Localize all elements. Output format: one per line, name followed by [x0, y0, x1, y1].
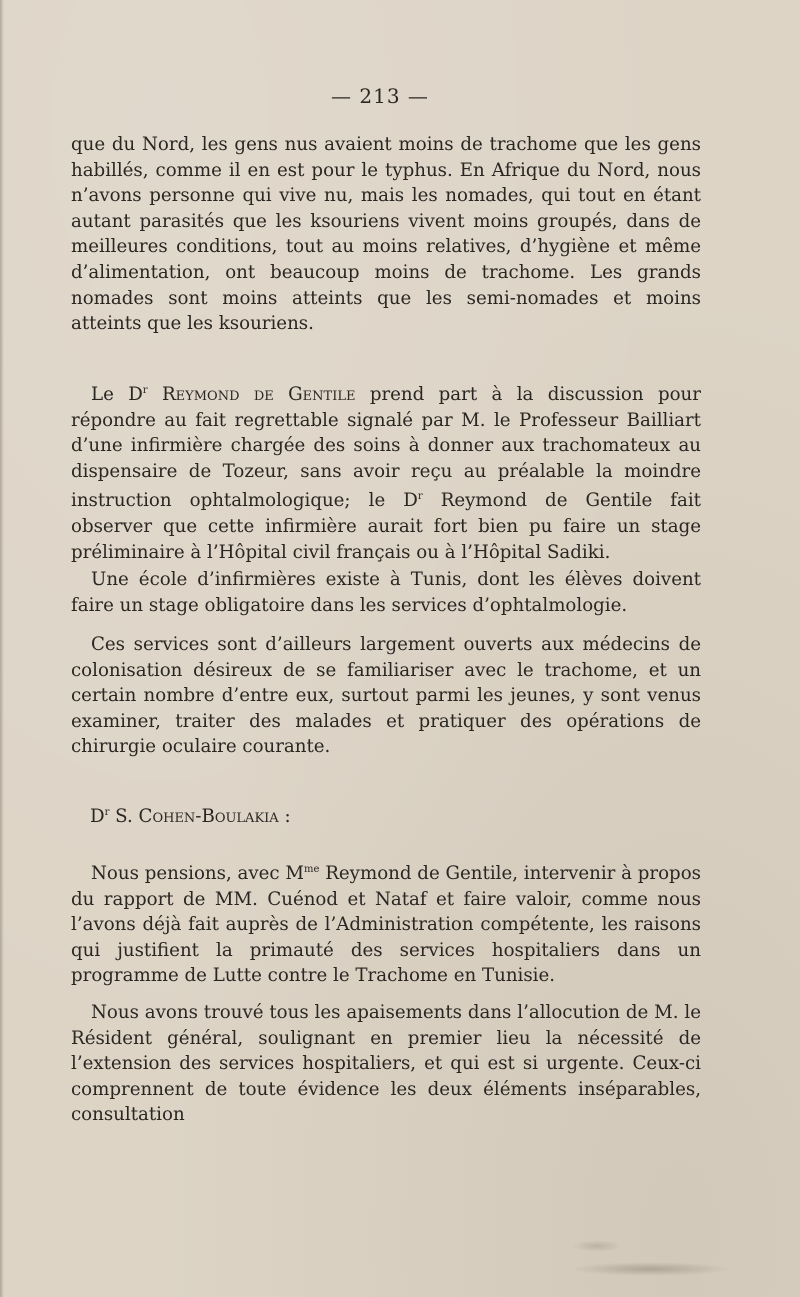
doctor-prefix: Le D [91, 384, 143, 406]
ink-smudge-small [572, 1240, 622, 1252]
paragraph-5-start: Nous pensions, avec M [91, 863, 305, 885]
doctor-superscript-2: r [417, 491, 423, 503]
ink-smudge [570, 1262, 730, 1276]
paragraph-5-text [71, 857, 701, 989]
page-edge-shadow [0, 0, 4, 1297]
paragraph-1 [71, 132, 701, 353]
paragraph-2-end: Reymond de Gentile fait observer que cette infirmière aurait fort bien pu faire un stage préliminaire à l’Hôpital civil français ou à l’Hôpital Sadiki. [71, 490, 701, 563]
speaker-name: Reymond de Gentile [161, 384, 356, 406]
paragraph-2-text [71, 378, 701, 565]
paragraph-2-body: prend part à la discussion pour répondre au fait regrettable signalé par M. le Professeur Bailliart d’une infirmière chargée des soins à donner aux trachomateux au dispensaire de Tozeur, sans avoir reçu au préalable la moindre instruction ophtalmologique; le D [71, 384, 701, 512]
doctor-superscript: r [142, 385, 148, 396]
page-number: — 213 — [331, 84, 429, 108]
paragraph-3 [71, 567, 701, 634]
heading-name: S. Cohen-Boulakia : [109, 806, 291, 827]
section-heading [90, 806, 291, 827]
heading-prefix: D [90, 806, 105, 827]
paragraph-4 [71, 632, 701, 776]
paragraph-5 [71, 857, 701, 1005]
paragraph-1-text: que du Nord, les gens nus avaient moins de trachome que les gens habillés, comme il en est pour le typhus. En Afrique du Nord, nous n’avons personne qui vive nu, mais les nomades, qui tout en étant autant parasités que les ksouriens vivent moins groupés, dans de meilleures conditions, tout au moins relatives, d’hygiène et même d’alimentation, ont beaucoup moins de trachome. Les grands nomades sont moins atteints que les semi-nomades et moins atteints que les ksouriens. [71, 134, 701, 335]
paragraph-2 [71, 378, 701, 581]
paragraph-5-body: Reymond de Gentile, intervenir à propos du rapport de MM. Cuénod et Nataf et faire valoir, comme nous l’avons déjà fait auprès de l’Administration compétente, les raisons qui justifient la primauté des services hospitaliers dans un programme de Lutte contre le Trachome en Tunisie. [71, 863, 701, 987]
paragraph-6 [71, 1000, 701, 1144]
heading-superscript: r [104, 806, 110, 818]
paragraph-3-text: Une école d’infirmières existe à Tunis, dont les élèves doivent faire un stage obligatoire dans les services d’ophtalmologie. [71, 569, 701, 616]
paragraph-6-text: Nous avons trouvé tous les apaisements dans l’allocution de M. le Résident général, soulignant en premier lieu la nécessité de l’extension des services hospitaliers, et qui est si urgente. Ceux-ci comprennent de toute évidence les deux éléments inséparables, consultation [71, 1002, 701, 1126]
paragraph-4-text: Ces services sont d’ailleurs largement ouverts aux médecins de colonisation désireux de se familiariser avec le trachome, et un certain nombre d’entre eux, surtout parmi les jeunes, y sont venus examiner, traiter des malades et pratiquer des opérations de chirurgie oculaire courante. [71, 634, 701, 758]
madame-superscript: me [304, 864, 320, 875]
